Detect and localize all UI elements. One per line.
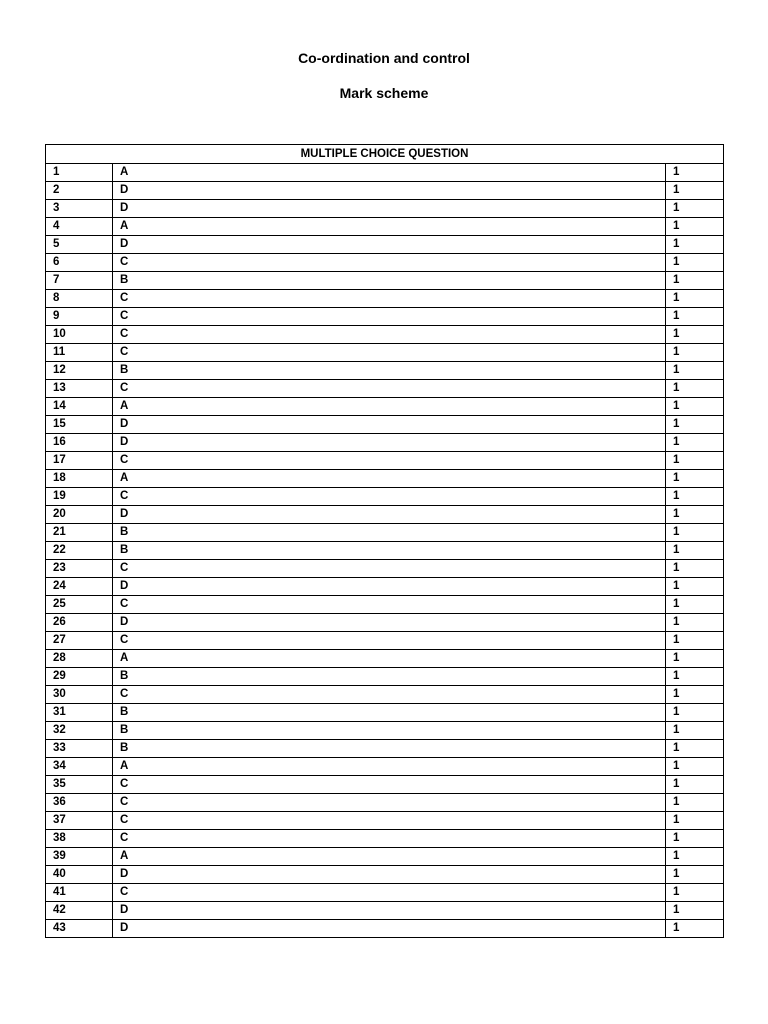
table-row [46,380,724,398]
mark-cell: 1 [666,200,724,218]
table-header-row [46,145,724,164]
question-number-cell: 39 [46,848,113,866]
mark-cell: 1 [666,614,724,632]
table-body [46,164,724,938]
table-row [46,182,724,200]
answer-cell: A [113,218,666,236]
answer-cell: D [113,902,666,920]
answer-cell: B [113,740,666,758]
answer-cell: A [113,164,666,182]
table-row [46,812,724,830]
mark-scheme-table [45,144,724,938]
answer-cell: B [113,668,666,686]
question-number-cell: 2 [46,182,113,200]
answer-cell: D [113,200,666,218]
table-row [46,542,724,560]
table-row [46,740,724,758]
table-row [46,632,724,650]
table-row [46,398,724,416]
answer-cell: C [113,254,666,272]
question-number-cell: 18 [46,470,113,488]
question-number-cell: 13 [46,380,113,398]
answer-cell: C [113,326,666,344]
table-row [46,218,724,236]
mark-cell: 1 [666,308,724,326]
mark-cell: 1 [666,812,724,830]
answer-cell: C [113,560,666,578]
answer-cell: D [113,614,666,632]
question-number-cell: 42 [46,902,113,920]
answer-cell: C [113,830,666,848]
table-row [46,650,724,668]
question-number-cell: 14 [46,398,113,416]
mark-cell: 1 [666,776,724,794]
question-number-cell: 15 [46,416,113,434]
answer-cell: C [113,686,666,704]
question-number-cell: 37 [46,812,113,830]
answer-cell: D [113,182,666,200]
answer-cell: A [113,650,666,668]
answer-cell: A [113,398,666,416]
table-row [46,254,724,272]
mark-cell: 1 [666,578,724,596]
mark-cell: 1 [666,830,724,848]
table-row [46,506,724,524]
question-number-cell: 25 [46,596,113,614]
mark-cell: 1 [666,182,724,200]
question-number-cell: 6 [46,254,113,272]
table-header: MULTIPLE CHOICE QUESTION [46,145,724,164]
answer-cell: C [113,632,666,650]
answer-cell: B [113,542,666,560]
answer-cell: C [113,794,666,812]
table-row [46,614,724,632]
question-number-cell: 12 [46,362,113,380]
mark-cell: 1 [666,668,724,686]
answer-cell: C [113,884,666,902]
question-number-cell: 9 [46,308,113,326]
answer-cell: D [113,506,666,524]
question-number-cell: 35 [46,776,113,794]
mark-cell: 1 [666,596,724,614]
mark-cell: 1 [666,416,724,434]
mark-cell: 1 [666,362,724,380]
mark-cell: 1 [666,686,724,704]
answer-cell: C [113,344,666,362]
question-number-cell: 20 [46,506,113,524]
table-row [46,290,724,308]
table-row [46,920,724,938]
mark-cell: 1 [666,470,724,488]
answer-cell: D [113,236,666,254]
question-number-cell: 40 [46,866,113,884]
mark-cell: 1 [666,542,724,560]
mark-cell: 1 [666,344,724,362]
answer-cell: C [113,452,666,470]
question-number-cell: 34 [46,758,113,776]
question-number-cell: 21 [46,524,113,542]
table-row [46,722,724,740]
mark-cell: 1 [666,506,724,524]
mark-cell: 1 [666,398,724,416]
question-number-cell: 1 [46,164,113,182]
answer-cell: D [113,416,666,434]
question-number-cell: 43 [46,920,113,938]
mark-cell: 1 [666,704,724,722]
mark-cell: 1 [666,272,724,290]
table-row [46,794,724,812]
question-number-cell: 10 [46,326,113,344]
mark-cell: 1 [666,758,724,776]
answer-cell: C [113,776,666,794]
table-row [46,668,724,686]
mark-cell: 1 [666,380,724,398]
mark-cell: 1 [666,866,724,884]
answer-cell: D [113,866,666,884]
question-number-cell: 30 [46,686,113,704]
mark-cell: 1 [666,218,724,236]
mark-cell: 1 [666,740,724,758]
table-row [46,830,724,848]
answer-cell: C [113,488,666,506]
table-row [46,560,724,578]
answer-cell: B [113,362,666,380]
question-number-cell: 33 [46,740,113,758]
question-number-cell: 5 [46,236,113,254]
table-row [46,596,724,614]
table-row [46,326,724,344]
question-number-cell: 22 [46,542,113,560]
table-row [46,578,724,596]
answer-cell: D [113,920,666,938]
answer-cell: B [113,722,666,740]
question-number-cell: 41 [46,884,113,902]
table-row [46,344,724,362]
answer-cell: A [113,470,666,488]
mark-cell: 1 [666,326,724,344]
table-row [46,848,724,866]
table-row [46,776,724,794]
question-number-cell: 3 [46,200,113,218]
document-title: Co-ordination and control [298,50,470,66]
table-row [46,200,724,218]
question-number-cell: 29 [46,668,113,686]
table-row [46,686,724,704]
mark-cell: 1 [666,650,724,668]
table-row [46,164,724,182]
mark-cell: 1 [666,848,724,866]
mark-cell: 1 [666,560,724,578]
answer-cell: C [113,308,666,326]
answer-cell: C [113,290,666,308]
table-row [46,758,724,776]
mark-cell: 1 [666,902,724,920]
answer-cell: B [113,704,666,722]
answer-cell: C [113,380,666,398]
question-number-cell: 32 [46,722,113,740]
table-row [46,488,724,506]
mark-cell: 1 [666,164,724,182]
question-number-cell: 19 [46,488,113,506]
question-number-cell: 38 [46,830,113,848]
question-number-cell: 11 [46,344,113,362]
answer-cell: A [113,758,666,776]
question-number-cell: 36 [46,794,113,812]
mark-cell: 1 [666,452,724,470]
table-row [46,452,724,470]
table-row [46,308,724,326]
answer-cell: A [113,848,666,866]
answer-cell: D [113,434,666,452]
document-subtitle: Mark scheme [339,85,429,101]
question-number-cell: 17 [46,452,113,470]
table-row [46,272,724,290]
question-number-cell: 26 [46,614,113,632]
question-number-cell: 31 [46,704,113,722]
question-number-cell: 23 [46,560,113,578]
table-row [46,236,724,254]
question-number-cell: 28 [46,650,113,668]
answer-cell: C [113,596,666,614]
mark-cell: 1 [666,290,724,308]
question-number-cell: 7 [46,272,113,290]
table-row [46,902,724,920]
table-row [46,884,724,902]
mark-cell: 1 [666,722,724,740]
mark-cell: 1 [666,884,724,902]
question-number-cell: 27 [46,632,113,650]
table-row [46,362,724,380]
question-number-cell: 16 [46,434,113,452]
question-number-cell: 8 [46,290,113,308]
answer-cell: C [113,812,666,830]
table-row [46,866,724,884]
table-row [46,416,724,434]
mark-cell: 1 [666,434,724,452]
answer-cell: B [113,272,666,290]
table-row [46,704,724,722]
table-row [46,434,724,452]
mark-cell: 1 [666,920,724,938]
answer-cell: D [113,578,666,596]
mark-cell: 1 [666,632,724,650]
mark-cell: 1 [666,794,724,812]
table-row [46,470,724,488]
mark-cell: 1 [666,488,724,506]
mark-cell: 1 [666,254,724,272]
mark-cell: 1 [666,524,724,542]
answer-cell: B [113,524,666,542]
question-number-cell: 4 [46,218,113,236]
mark-cell: 1 [666,236,724,254]
table-row [46,524,724,542]
question-number-cell: 24 [46,578,113,596]
